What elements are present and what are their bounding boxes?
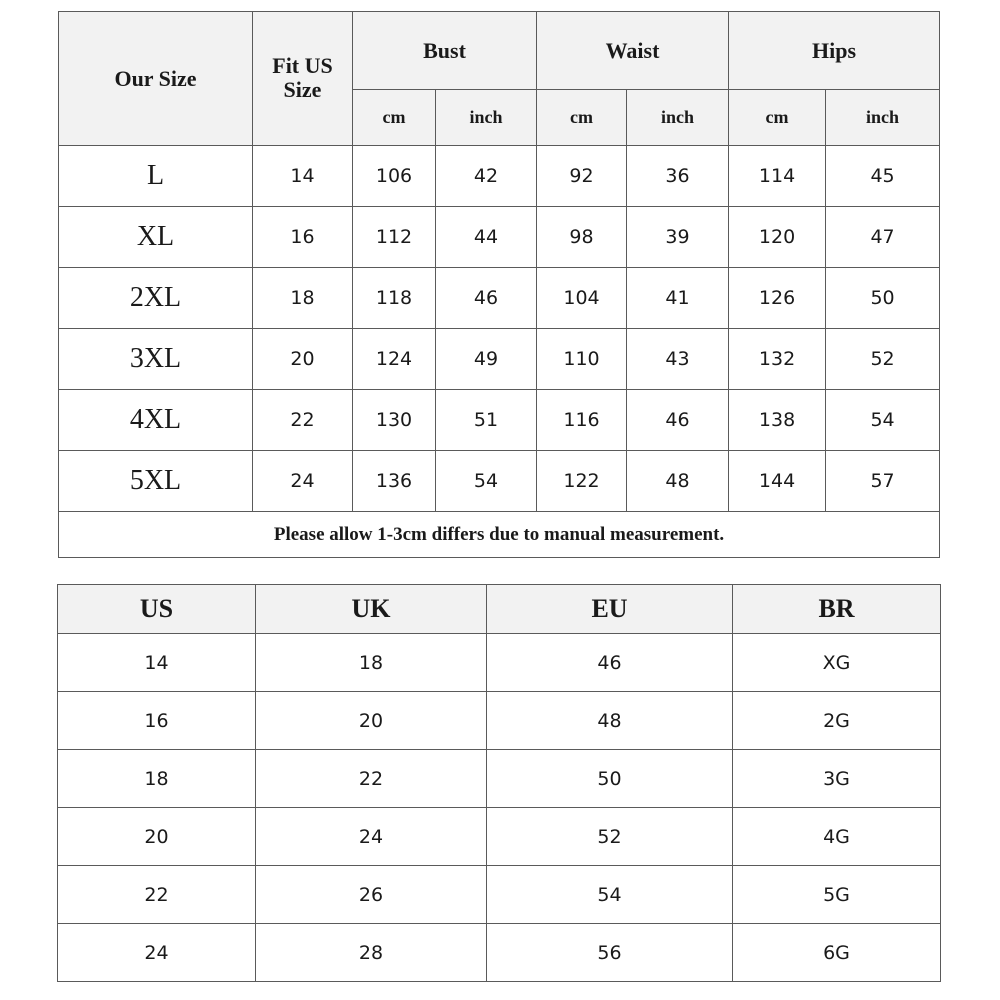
waist-cm-cell: 98 <box>537 207 627 268</box>
hips-inch-cell: 54 <box>826 390 940 451</box>
waist-inch-cell: 43 <box>627 329 729 390</box>
waist-inch-cell: 48 <box>627 451 729 512</box>
waist-cm-cell: 92 <box>537 146 627 207</box>
eu-value-cell: 46 <box>487 634 733 692</box>
size-row <box>59 451 940 512</box>
conversion-row <box>58 866 941 924</box>
bust-inch-cell: 44 <box>436 207 537 268</box>
br-value-cell: 5G <box>733 866 941 924</box>
us-value-cell: 16 <box>58 692 256 750</box>
waist-inch-cell: 39 <box>627 207 729 268</box>
uk-value-cell: 28 <box>256 924 487 982</box>
conversion-row <box>58 692 941 750</box>
hips-inch-cell: 47 <box>826 207 940 268</box>
us-size-cell: 14 <box>253 146 353 207</box>
us-size-cell: 16 <box>253 207 353 268</box>
conversion-row <box>58 924 941 982</box>
hips-inch-cell: 45 <box>826 146 940 207</box>
bust-cm-cell: 124 <box>353 329 436 390</box>
bust-cm-cell: 118 <box>353 268 436 329</box>
waist-inch-unit: inch <box>627 90 729 146</box>
hips-cm-cell: 132 <box>729 329 826 390</box>
us-value-cell: 22 <box>58 866 256 924</box>
us-size-cell: 18 <box>253 268 353 329</box>
bust-cm-unit: cm <box>353 90 436 146</box>
our-size-cell: L <box>59 146 253 207</box>
eu-value-cell: 52 <box>487 808 733 866</box>
waist-header: Waist <box>537 12 729 90</box>
hips-cm-cell: 144 <box>729 451 826 512</box>
br-value-cell: 6G <box>733 924 941 982</box>
hips-cm-cell: 126 <box>729 268 826 329</box>
size-row <box>59 390 940 451</box>
conversion-row <box>58 808 941 866</box>
waist-cm-cell: 104 <box>537 268 627 329</box>
br-value-cell: 4G <box>733 808 941 866</box>
bust-inch-cell: 51 <box>436 390 537 451</box>
br-value-cell: 2G <box>733 692 941 750</box>
eu-value-cell: 54 <box>487 866 733 924</box>
our-size-cell: 3XL <box>59 329 253 390</box>
us-size-cell: 22 <box>253 390 353 451</box>
hips-cm-unit: cm <box>729 90 826 146</box>
bust-cm-cell: 130 <box>353 390 436 451</box>
bust-cm-cell: 106 <box>353 146 436 207</box>
our-size-header: Our Size <box>59 12 253 146</box>
conversion-header-row <box>58 585 941 634</box>
size-row <box>59 146 940 207</box>
br-value-cell: XG <box>733 634 941 692</box>
uk-value-cell: 26 <box>256 866 487 924</box>
bust-cm-cell: 112 <box>353 207 436 268</box>
eu-value-cell: 56 <box>487 924 733 982</box>
size-row <box>59 329 940 390</box>
uk-value-cell: 24 <box>256 808 487 866</box>
conversion-row <box>58 750 941 808</box>
us-value-cell: 14 <box>58 634 256 692</box>
header-row <box>59 12 940 90</box>
size-conversion-table <box>57 584 941 982</box>
uk-value-cell: 22 <box>256 750 487 808</box>
our-size-cell: XL <box>59 207 253 268</box>
us-value-cell: 24 <box>58 924 256 982</box>
waist-cm-cell: 122 <box>537 451 627 512</box>
bust-inch-cell: 42 <box>436 146 537 207</box>
measurement-note: Please allow 1-3cm differs due to manual measurement. <box>59 512 940 558</box>
our-size-cell: 5XL <box>59 451 253 512</box>
hips-inch-cell: 52 <box>826 329 940 390</box>
hips-inch-cell: 50 <box>826 268 940 329</box>
our-size-cell: 4XL <box>59 390 253 451</box>
hips-inch-unit: inch <box>826 90 940 146</box>
hips-cm-cell: 138 <box>729 390 826 451</box>
us-value-cell: 18 <box>58 750 256 808</box>
bust-inch-cell: 49 <box>436 329 537 390</box>
br-value-cell: 3G <box>733 750 941 808</box>
uk-value-cell: 18 <box>256 634 487 692</box>
hips-cm-cell: 114 <box>729 146 826 207</box>
waist-cm-unit: cm <box>537 90 627 146</box>
waist-inch-cell: 41 <box>627 268 729 329</box>
bust-inch-cell: 46 <box>436 268 537 329</box>
hips-header: Hips <box>729 12 940 90</box>
size-row <box>59 268 940 329</box>
us-value-cell: 20 <box>58 808 256 866</box>
conversion-row <box>58 634 941 692</box>
bust-header: Bust <box>353 12 537 90</box>
bust-inch-cell: 54 <box>436 451 537 512</box>
hips-cm-cell: 120 <box>729 207 826 268</box>
size-row <box>59 207 940 268</box>
us-header: US <box>58 585 256 634</box>
us-size-cell: 24 <box>253 451 353 512</box>
waist-cm-cell: 116 <box>537 390 627 451</box>
hips-inch-cell: 57 <box>826 451 940 512</box>
uk-value-cell: 20 <box>256 692 487 750</box>
bust-cm-cell: 136 <box>353 451 436 512</box>
waist-cm-cell: 110 <box>537 329 627 390</box>
bust-inch-unit: inch <box>436 90 537 146</box>
fit-us-size-label: Fit US Size <box>272 53 333 102</box>
us-size-cell: 20 <box>253 329 353 390</box>
waist-inch-cell: 36 <box>627 146 729 207</box>
our-size-cell: 2XL <box>59 268 253 329</box>
eu-value-cell: 48 <box>487 692 733 750</box>
eu-header: EU <box>487 585 733 634</box>
br-header: BR <box>733 585 941 634</box>
waist-inch-cell: 46 <box>627 390 729 451</box>
note-row <box>59 512 940 558</box>
fit-us-size-header <box>253 12 353 146</box>
eu-value-cell: 50 <box>487 750 733 808</box>
size-measurement-table <box>58 11 940 558</box>
uk-header: UK <box>256 585 487 634</box>
